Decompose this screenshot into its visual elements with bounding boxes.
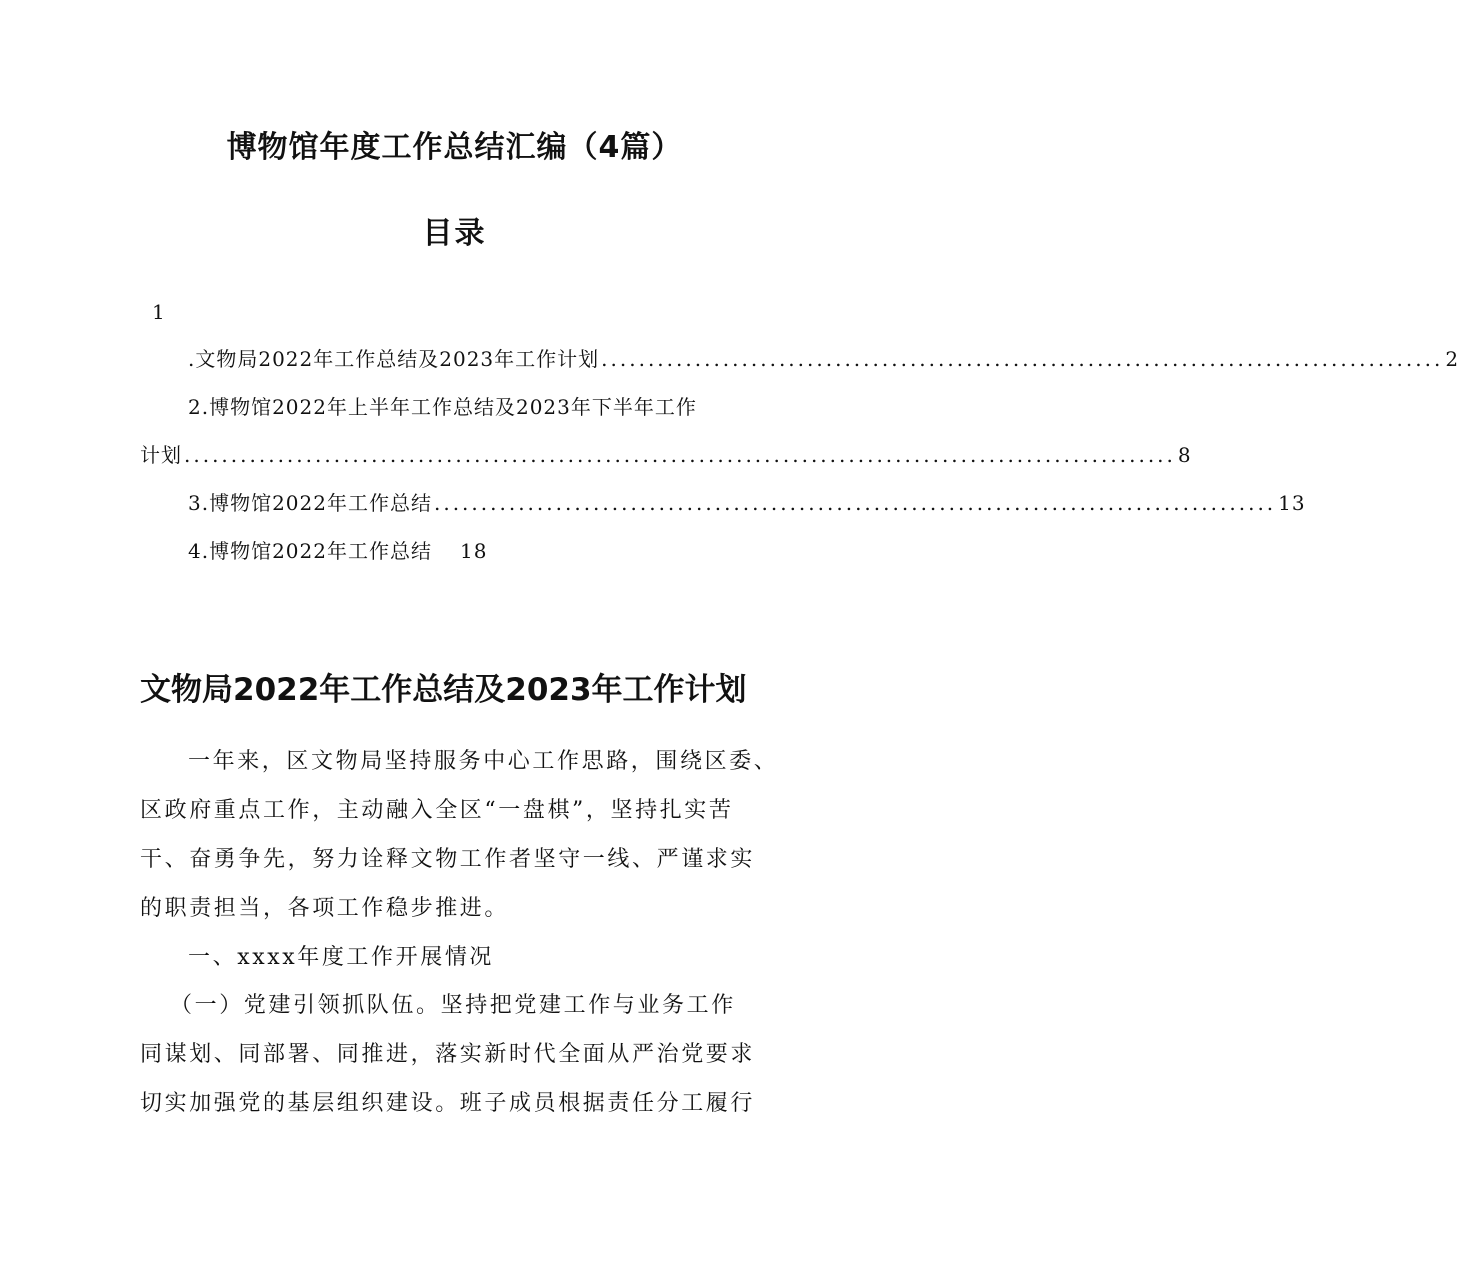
body-line-8: 切实加强党的基层组织建设。班子成员根据责任分工履行 xyxy=(140,1091,756,1116)
toc-entry-4[interactable] xyxy=(188,537,487,565)
body-line-3: 干、奋勇争先，努力诠释文物工作者坚守一线、严谨求实 xyxy=(140,847,756,872)
toc-leader-dots: .......................................................................................... xyxy=(601,347,1444,371)
body-line-1: 一年来，区文物局坚持服务中心工作思路，围绕区委、 xyxy=(188,749,779,774)
toc-entry-2-title-line2: 计划 xyxy=(140,443,182,467)
toc-leader-dots: .......................................................................................... xyxy=(433,491,1277,515)
toc-entry-1[interactable] xyxy=(188,345,1459,373)
toc-lead-number: 1 xyxy=(152,300,166,324)
body-line-6: （一）党建引领抓队伍。坚持把党建工作与业务工作 xyxy=(170,993,736,1018)
toc-entry-2-page: 8 xyxy=(1177,443,1192,467)
toc-entry-3-title: 3.博物馆2022年工作总结 xyxy=(188,491,432,515)
body-line-4: 的职责担当，各项工作稳步推进。 xyxy=(140,896,510,921)
toc-leader-dots: .......................................................................................................... xyxy=(184,443,1176,467)
section-title: 文物局2022年工作总结及2023年工作计划 xyxy=(140,672,747,708)
toc-entry-4-page: 18 xyxy=(459,539,488,563)
toc-entry-2-title-line1[interactable]: 2.博物馆2022年上半年工作总结及2023年下半年工作 xyxy=(188,395,697,419)
toc-entry-3[interactable] xyxy=(188,489,1306,517)
toc-entry-4-title: 4.博物馆2022年工作总结 xyxy=(188,539,432,563)
toc-entry-1-page: 2 xyxy=(1445,347,1459,371)
toc-entry-1-title: .文物局2022年工作总结及2023年工作计划 xyxy=(188,347,600,371)
toc-entry-3-page: 13 xyxy=(1278,491,1306,515)
document-title: 博物馆年度工作总结汇编（4篇） xyxy=(226,130,683,165)
body-line-2: 区政府重点工作，主动融入全区“一盘棋”，坚持扎实苦 xyxy=(140,798,734,823)
toc-entry-2[interactable] xyxy=(140,441,1192,469)
body-line-7: 同谋划、同部署、同推进，落实新时代全面从严治党要求 xyxy=(140,1042,756,1067)
toc-heading: 目录 xyxy=(422,216,487,251)
body-line-heading-1: 一、xxxx年度工作开展情况 xyxy=(188,945,495,970)
